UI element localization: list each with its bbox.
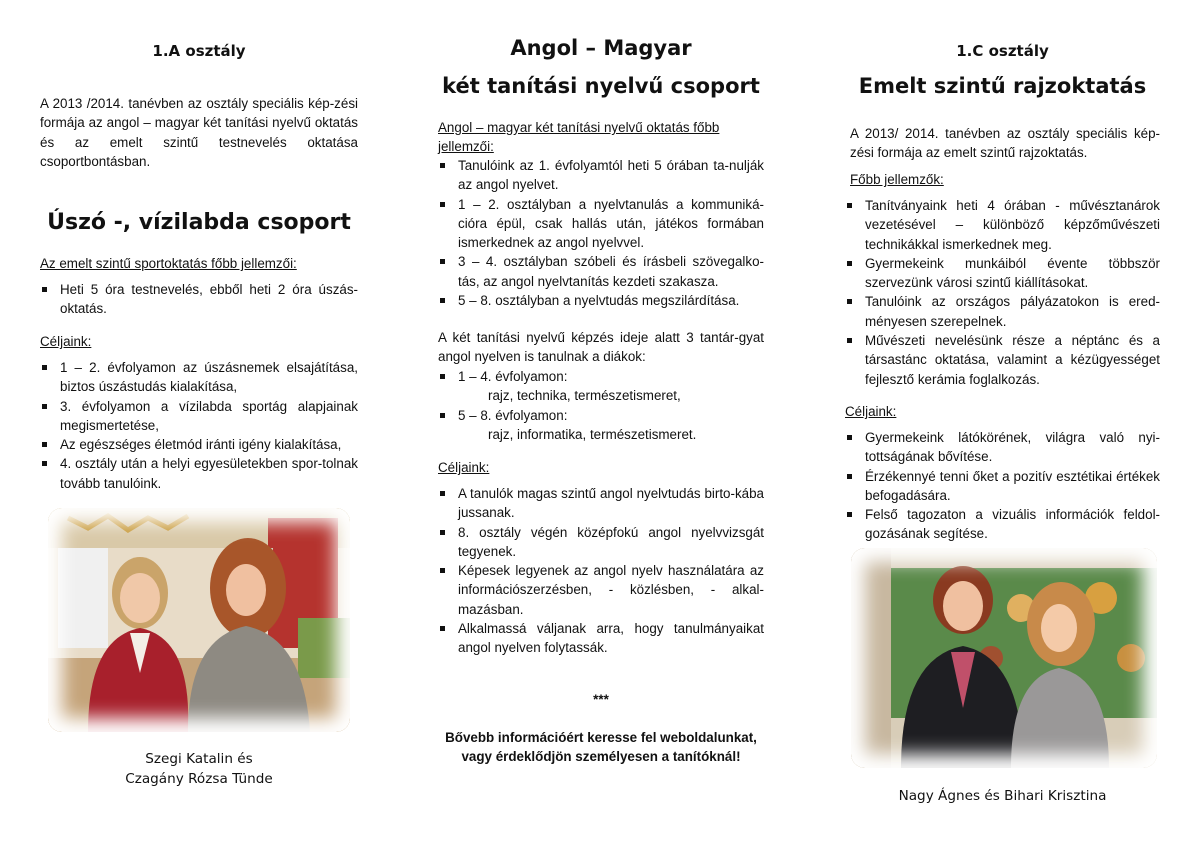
teachers-photo <box>48 508 350 732</box>
teachers-photo-illustration <box>48 508 350 732</box>
list-item: Az egészséges életmód iránti igény kialakítása, <box>40 435 358 454</box>
grades-list <box>438 367 764 444</box>
class-title: 1.A osztály <box>152 42 246 60</box>
subjects-intro: A két tanítási nyelvű képzés ideje alatt 3 tantár-gyat angol nyelven is tanulnak a diákok: <box>438 330 764 365</box>
separator: *** <box>593 692 609 707</box>
goals-list <box>438 484 764 658</box>
list-item: A tanulók magas szintű angol nyelvtudás birto-kába jussanak. <box>438 484 764 523</box>
goals-list <box>40 358 358 493</box>
list-item <box>438 367 764 406</box>
grade-label: 5 – 8. évfolyamon: <box>458 407 568 423</box>
group-title: Úszó -, vízilabda csoport <box>47 210 351 235</box>
photo-caption: Nagy Ágnes és Bihari Krisztina <box>898 788 1107 804</box>
intro-paragraph: A 2013 /2014. tanévben az osztály speciális kép-zési formája az angol – magyar két tanítási nyelvű oktatás és az emelt szintű testnevelés oktatása csoportbontásban. <box>40 96 358 169</box>
title-line1: Angol – Magyar <box>510 36 692 60</box>
group-title: Emelt szintű rajzoktatás <box>858 74 1147 98</box>
list-item: 1 – 2. évfolyamon az úszásnemek elsajátítása, biztos úszástudás kialakítása, <box>40 358 358 397</box>
teachers-photo <box>851 548 1157 768</box>
list-item: Tanulóink az országos pályázatokon is ered-ményesen szerepelnek. <box>845 292 1160 331</box>
list-item: 3. évfolyamon a vízilabda sportág alapjainak megismertetése, <box>40 397 358 436</box>
photo-caption-line2: Czagány Rózsa Tünde <box>125 771 273 787</box>
list-item: 8. osztály végén középfokú angol nyelvvizsgát tegyenek. <box>438 523 764 562</box>
title-line2: két tanítási nyelvű csoport <box>442 74 760 98</box>
features-list <box>845 196 1160 389</box>
goals-heading: Céljaink: <box>40 334 92 349</box>
features-heading: Az emelt szintű sportoktatás főbb jellemzői: <box>40 256 297 271</box>
goals-heading: Céljaink: <box>438 460 490 475</box>
grade-label: 1 – 4. évfolyamon: <box>458 369 568 384</box>
photo-caption-line1: Szegi Katalin és <box>145 751 253 767</box>
list-item: 3 – 4. osztályban szóbeli és írásbeli szövegalko-tás, az angol nyelvtanítás kezdeti szakasza. <box>438 252 764 291</box>
list-item <box>438 406 764 445</box>
list-item: Képesek legyenek az angol nyelv használatára az információszerzésben, - közlésben, - alkal-mazásban. <box>438 561 764 619</box>
teachers-photo-illustration <box>851 548 1157 768</box>
list-item: 5 – 8. osztályban a nyelvtudás megszilárdítása. <box>438 291 764 310</box>
footer-line1: Bővebb információért keresse fel weboldalunkat, <box>445 730 757 745</box>
features-heading: Angol – magyar két tanítási nyelvű oktatás főbb jellemzői: <box>438 120 720 155</box>
intro-paragraph: A 2013/ 2014. tanévben az osztály speciális kép-zési formája az emelt szintű rajzoktatás. <box>850 126 1160 161</box>
class-title: 1.C osztály <box>956 42 1049 60</box>
features-list <box>40 280 358 319</box>
goals-list <box>845 428 1160 544</box>
features-list <box>438 156 764 310</box>
list-item: Felső tagozaton a vizuális információk feldol-gozásának segítése. <box>845 505 1160 544</box>
grade-subjects: rajz, informatika, természetismeret. <box>488 426 697 442</box>
footer-line2: vagy érdeklődjön személyesen a tanítóknál! <box>461 749 741 764</box>
goals-heading: Céljaink: <box>845 404 897 419</box>
features-heading: Főbb jellemzők: <box>850 172 944 187</box>
list-item: Gyermekeink munkáiból évente többször szervezünk városi szintű kiállításokat. <box>845 254 1160 293</box>
list-item: Alkalmassá váljanak arra, hogy tanulmányaikat angol nyelven folytassák. <box>438 619 764 658</box>
list-item: 4. osztály után a helyi egyesületekben spor-tolnak tovább tanulóink. <box>40 454 358 493</box>
list-item: Érzékennyé tenni őket a pozitív esztétikai értékek befogadására. <box>845 467 1160 506</box>
grade-subjects: rajz, technika, természetismeret, <box>488 388 681 404</box>
list-item: Művészeti nevelésünk része a néptánc és a társastánc oktatása, valamint a kézügyességet fejlesztő kerámia foglalkozás. <box>845 331 1160 389</box>
list-item: Tanítványaink heti 4 órában - művésztanárok vezetésével – különböző képzőművészeti technikákkal ismerkednek meg. <box>845 196 1160 254</box>
list-item: 1 – 2. osztályban a nyelvtanulás a kommuniká-cióra épül, csak hallás után, játékos formában ismerkednek az angol nyelvvel. <box>438 195 764 253</box>
list-item: Heti 5 óra testnevelés, ebből heti 2 óra úszás-oktatás. <box>40 280 358 319</box>
list-item: Gyermekeink látókörének, világra való nyi-tottságának bővítése. <box>845 428 1160 467</box>
list-item: Tanulóink az 1. évfolyamtól heti 5 órában ta-nulják az angol nyelvet. <box>438 156 764 195</box>
